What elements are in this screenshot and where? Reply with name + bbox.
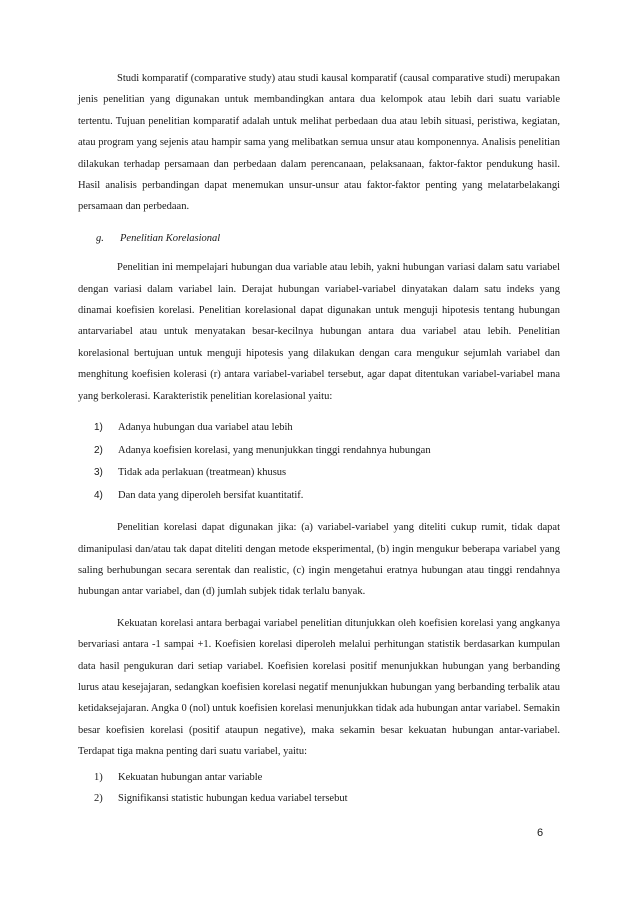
list-number: 1) bbox=[94, 771, 103, 783]
list-number: 2) bbox=[94, 444, 103, 456]
list-number: 2) bbox=[94, 792, 103, 804]
list-item bbox=[78, 417, 560, 440]
paragraph-comparative-study: Studi komparatif (comparative study) atau studi kausal komparatif (causal comparative studi) merupakan jenis penelitian yang digunakan untuk membandingkan antara dua kelompok atau lebih dari suatu variable tertentu. Tujuan penelitian komparatif adalah untuk melihat perbedaan dua atau lebih situasi, peristiwa, kegiatan, atau program yang sejenis atau hampir sama yang melibatkan semua unsur atau komponennya. Analisis penelitian dilakukan terhadap persamaan dan perbedaan dalam perencanaan, pelaksanaan, faktor-faktor pendukung hasil. Hasil analisis perbandingan dapat menemukan unsur-unsur atau faktor-faktor penting yang melatarbelakangi persamaan dan perbedaan. bbox=[78, 73, 560, 213]
list-text: Adanya hubungan dua variabel atau lebih bbox=[118, 422, 293, 434]
list-text: Signifikansi statistic hubungan kedua variabel tersebut bbox=[118, 792, 348, 804]
characteristics-list bbox=[78, 417, 560, 507]
list-number: 4) bbox=[94, 489, 103, 501]
list-item bbox=[78, 440, 560, 463]
list-item bbox=[78, 462, 560, 485]
section-letter: g. bbox=[96, 232, 104, 244]
list-text: Dan data yang diperoleh bersifat kuantitatif. bbox=[118, 489, 304, 501]
section-title: Penelitian Korelasional bbox=[120, 232, 221, 244]
page-body bbox=[78, 68, 560, 819]
list-item bbox=[78, 485, 560, 508]
list-text: Tidak ada perlakuan (treatmean) khusus bbox=[118, 467, 287, 479]
list-item bbox=[78, 788, 560, 809]
paragraph-correlational-intro: Penelitian ini mempelajari hubungan dua variable atau lebih, yakni hubungan variasi dalam satu variabel dengan variasi dalam variabel lain. Derajat hubungan variabel-variabel dinyatakan dalam satu indeks yang dinamai koefisien korelasi. Penelitian korelasional dapat digunakan untuk menguji hipotesis tentang hubungan antarvariabel atau untuk menyatakan besar-kecilnya hubungan antara dua variabel atau lebih. Penelitian korelasional bertujuan untuk menguji hipotesis yang dilakukan dengan cara mengukur sejumlah variabel dan menghitung koefisien kolerasi (r) antara variabel-variabel tersebut, agar dapat ditentukan variabel-variabel mana yang berkolerasi. Karakteristik penelitian korelasional yaitu: bbox=[78, 262, 560, 402]
list-number: 3) bbox=[94, 467, 103, 479]
paragraph-correlation-strength: Kekuatan korelasi antara berbagai variabel penelitian ditunjukkan oleh koefisien korelasi yang angkanya bervariasi antara -1 sampai +1. Koefisien korelasi diperoleh melalui perhitungan statistik berdasarkan kumpulan data hasil pengukuran dari setiap variabel. Koefisien korelasi positif menunjukkan hubungan yang berbanding lurus atau kesejajaran, sedangkan koefisien korelasi negatif menunjukkan hubungan yang berbanding terbalik atau ketidaksejajaran. Angka 0 (nol) untuk koefisien korelasi menunjukkan tidak ada hubungan antar variabel. Semakin besar koefisien korelasi (positif ataupun negative), maka sekamin besar kekuatan hubungan antar-variabel. Terdapat tiga makna penting dari suatu variabel, yaitu: bbox=[78, 617, 560, 758]
list-item bbox=[78, 767, 560, 788]
list-number: 1) bbox=[94, 422, 103, 434]
list-text: Adanya koefisien korelasi, yang menunjukkan tinggi rendahnya hubungan bbox=[118, 444, 431, 456]
page-number: 6 bbox=[537, 827, 544, 839]
meaning-list bbox=[78, 767, 560, 810]
list-text: Kekuatan hubungan antar variable bbox=[118, 771, 263, 783]
paragraph-correlation-usage: Penelitian korelasi dapat digunakan jika: (a) variabel-variabel yang diteliti cukup rumit, tidak dapat dimanipulasi dan/atau tak dapat diteliti dengan metode eksperimental, (b) ingin mengukur beberapa variabel yang saling berhubungan secara serentak dan realistic, (c) ingin mengetahui eratnya hubungan atau tinggi rendahnya hubungan antar variabel, dan (d) jumlah subjek tidak terlalu banyak. bbox=[78, 522, 560, 598]
section-heading bbox=[96, 228, 560, 249]
